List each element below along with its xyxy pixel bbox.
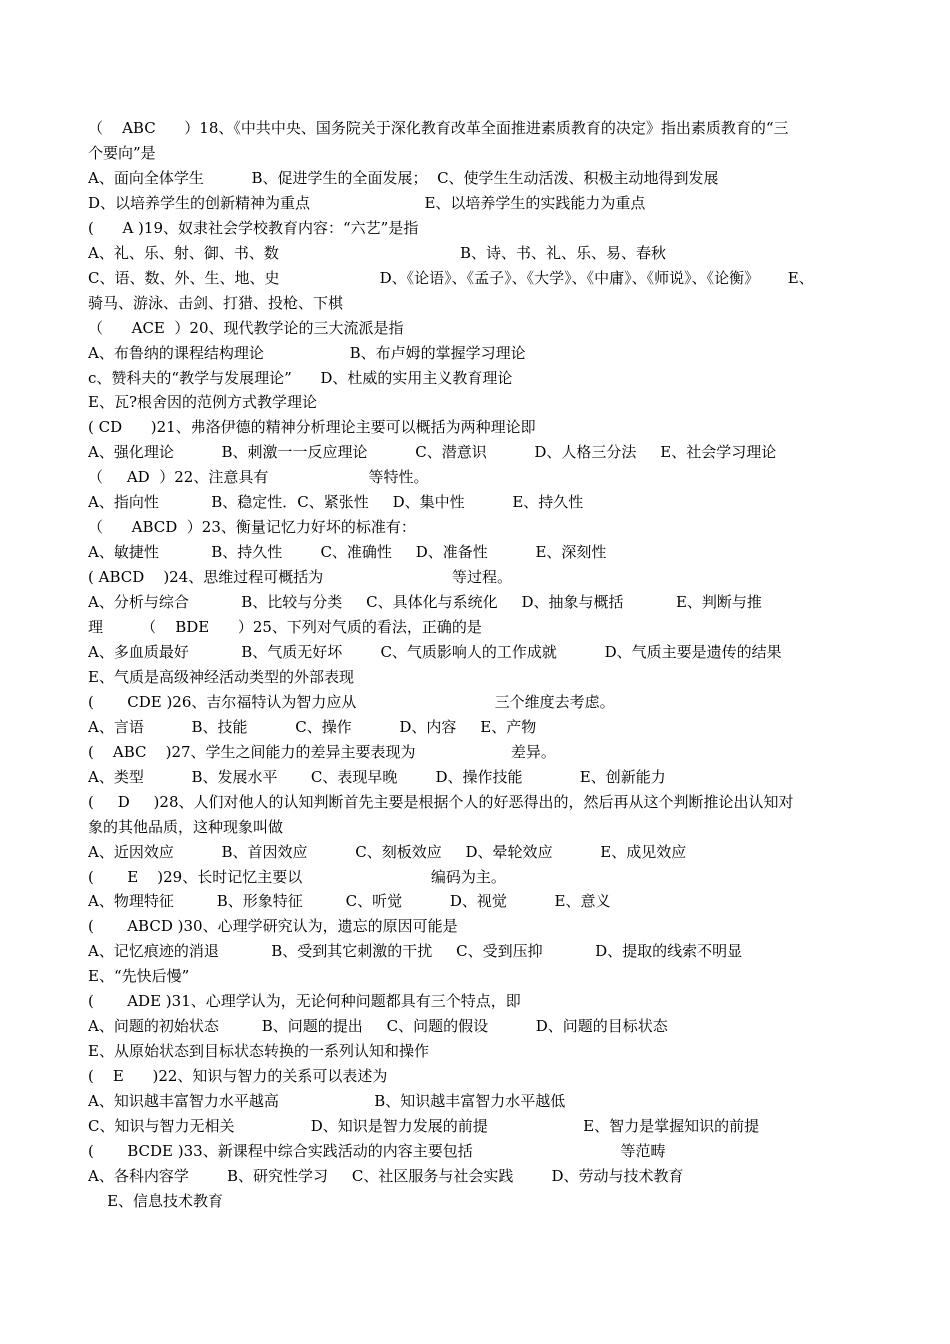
text-line: ( BCDE )33、新课程中综合实践活动的内容主要包括 等范畴 xyxy=(88,1141,666,1160)
text-line: A、强化理论 B、刺激一一反应理论 C、潜意识 D、人格三分法 E、社会学习理论 xyxy=(88,443,777,462)
text-line: A、言语 B、技能 C、操作 D、内容 E、产物 xyxy=(88,717,537,736)
text-line: A、各科内容学 B、研究性学习 C、社区服务与社会实践 D、劳动与技术教育 xyxy=(88,1166,684,1185)
text-line: ( CD )21、弗洛伊德的精神分析理论主要可以概括为两种理论即 xyxy=(88,418,536,437)
text-line: C、知识与智力无相关 D、知识是智力发展的前提 E、智力是掌握知识的前提 xyxy=(88,1117,760,1135)
text-line: 骑马、游泳、击剑、打猎、投枪、下棋 xyxy=(88,293,344,312)
text-line: A、礼、乐、射、御、书、数 B、诗、书、礼、乐、易、春秋 xyxy=(88,243,667,262)
text-line: ( ABCD )30、心理学研究认为，遗忘的原因可能是 xyxy=(88,917,458,936)
text-line: ( ABC )27、学生之间能力的差异主要表现为 差异。 xyxy=(88,742,556,761)
text-line: A、近因效应 B、首因效应 C、刻板效应 D、晕轮效应 E、成见效应 xyxy=(88,842,687,861)
text-line: A、类型 B、发展水平 C、表现早晚 D、操作技能 E、创新能力 xyxy=(88,767,666,786)
text-line: 理 （ BDE ）25、下列对气质的看法，正确的是 xyxy=(88,618,482,636)
text-line: E、信息技术教育 xyxy=(88,1191,224,1210)
text-line: ( E )22、知识与智力的关系可以表述为 xyxy=(88,1067,388,1086)
text-line: 象的其他品质，这种现象叫做 xyxy=(88,817,284,836)
text-line: D、以培养学生的创新精神为重点 E、以培养学生的实践能力为重点 xyxy=(88,193,646,212)
text-line: A、物理特征 B、形象特征 C、听觉 D、视觉 E、意义 xyxy=(88,892,611,911)
text-line: 个要向”是 xyxy=(88,143,156,162)
text-line: A、多血质最好 B、气质无好坏 C、气质影响人的工作成就 D、气质主要是遗传的结果 xyxy=(88,642,782,661)
text-line: （ ABC ）18、《中共中央、国务院关于深化教育改革全面推进素质教育的决定》指出素质教育的“三 xyxy=(88,119,789,137)
text-line: A、布鲁纳的课程结构理论 B、布卢姆的掌握学习理论 xyxy=(88,343,526,362)
text-line: ( A )19、奴隶社会学校教育内容：“六艺”是指 xyxy=(88,218,419,237)
text-line: ( D )28、人们对他人的认知判断首先主要是根据个人的好恶得出的，然后再从这个判断推论出认知对 xyxy=(88,792,794,811)
text-line: C、语、数、外、生、地、史 D、《论语》、《孟子》、《大学》、《中庸》、《师说》、《论衡》 E、 xyxy=(88,268,814,287)
text-line: ( E )29、长时记忆主要以 编码为主。 xyxy=(88,867,506,886)
text-line: E、瓦?根舍因的范例方式教学理论 xyxy=(88,393,317,412)
text-line: A、记忆痕迹的消退 B、受到其它刺激的干扰 C、受到压抑 D、提取的线索不明显 xyxy=(88,942,743,961)
text-line: （ AD ）22、注意具有 等特性。 xyxy=(88,468,429,487)
text-line: A、知识越丰富智力水平越高 B、知识越丰富智力水平越低 xyxy=(88,1092,566,1111)
text-line: c、赞科夫的“教学与发展理论” D、杜威的实用主义教育理论 xyxy=(88,368,513,387)
text-line: E、气质是高级神经活动类型的外部表现 xyxy=(88,667,354,686)
text-line: A、敏捷性 B、持久性 C、准确性 D、准备性 E、深刻性 xyxy=(88,543,607,562)
text-line: ( CDE )26、吉尔福特认为智力应从 三个维度去考虑。 xyxy=(88,692,615,711)
text-line: ( ABCD )24、思维过程可概括为 等过程。 xyxy=(88,568,513,587)
text-line: A、面向全体学生 B、促进学生的全面发展； C、使学生生动活泼、积极主动地得到发展 xyxy=(88,168,719,187)
text-line: A、分析与综合 B、比较与分类 C、具体化与系统化 D、抽象与概括 E、判断与推 xyxy=(88,593,762,612)
text-line: A、问题的初始状态 B、问题的提出 C、问题的假设 D、问题的目标状态 xyxy=(88,1017,668,1036)
text-line: （ ABCD ）23、衡量记忆力好坏的标准有： xyxy=(88,518,416,537)
text-line: E、“先快后慢” xyxy=(88,967,190,986)
text-line: ( ADE )31、心理学认为，无论何种问题都具有三个特点，即 xyxy=(88,992,521,1011)
text-line: A、指向性 B、稳定性．C、紧张性 D、集中性 E、持久性 xyxy=(88,493,584,512)
text-line: （ ACE ）20、现代教学论的三大流派是指 xyxy=(88,318,404,337)
text-line: E、从原始状态到目标状态转换的一系列认知和操作 xyxy=(88,1042,429,1061)
